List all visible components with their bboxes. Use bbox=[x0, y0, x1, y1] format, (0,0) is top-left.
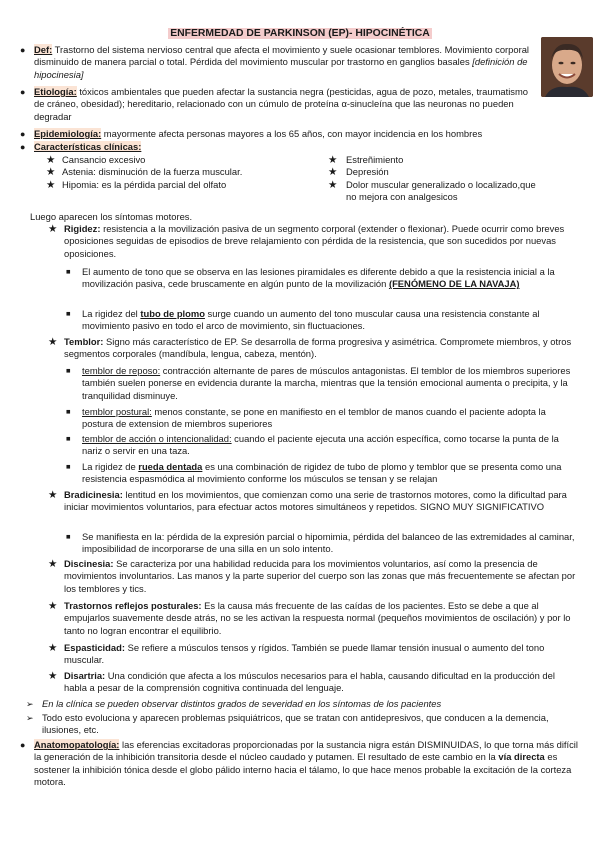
patient-photo bbox=[541, 37, 593, 97]
rigidez-sub1: El aumento de tono que se observa en las lesiones piramidales es diferente debido a que la resistencia inicial a la movilización pasiva, cede bruscamente en algún punto de la movilización (FENÓMENO DE LA NAVAJA) bbox=[82, 266, 555, 290]
disartria-paragraph: Disartria: Una condición que afecta a los músculos necesarios para el habla, causando dificultad en la producción del habla a pesar de la comprensión cognitiva continuada del lenguaje. bbox=[64, 670, 555, 694]
star-icon: ★ bbox=[48, 558, 58, 570]
temblor-sub4: La rigidez de rueda dentada es una combinación de rigidez de tubo de plomo y temblor que se presenta como una resistencia espasmódica al movimiento conforme los músculos se tensan y se relajan bbox=[82, 461, 562, 485]
document-title: ENFERMEDAD DE PARKINSON (EP)- HIPOCINÉTICA bbox=[170, 28, 430, 39]
bullet-icon: ● bbox=[20, 142, 26, 152]
bradicinesia-paragraph: Bradicinesia: lentitud en los movimientos, que comienzan como una serie de trastornos motores, como la dificultad para iniciar movimientos voluntarios, para efectuar actos motores simultáneos y repetidos. SIGNO MUY SIGNIFICATIVO bbox=[64, 489, 567, 513]
star-icon: ★ bbox=[46, 154, 56, 166]
caracteristicas-left-list bbox=[46, 154, 326, 191]
star-icon: ★ bbox=[48, 642, 58, 654]
star-icon: ★ bbox=[48, 336, 58, 348]
square-bullet-icon: ■ bbox=[66, 532, 71, 541]
anatomo-label: Anatomopatología: bbox=[34, 739, 120, 750]
etiologia-paragraph: Etiología: tóxicos ambientales que pueden afectar la sustancia negra (pesticidas, agua de pozo, metales, traumatismo de cráneo, obesidad); hereditario, relacionado con un cúmulo de proteína α-sinucleína que las neuronas no pueden degradar bbox=[34, 86, 529, 122]
list-item: Hipomia: es la pérdida parcial del olfato bbox=[62, 178, 227, 190]
star-icon: ★ bbox=[48, 489, 58, 501]
star-icon: ★ bbox=[46, 166, 56, 179]
square-bullet-icon: ■ bbox=[66, 267, 71, 276]
def-italic: [definición de hipocinesia] bbox=[34, 56, 528, 80]
arrow-note-2: Todo esto evoluciona y aparecen problemas psiquiátricos, que se tratan con antidepresivos, que conducen a la demencia, ilusiones, etc. bbox=[42, 712, 549, 736]
bullet-icon: ● bbox=[20, 129, 26, 139]
arrow-bullet-icon: ➢ bbox=[26, 713, 34, 723]
star-icon: ★ bbox=[48, 600, 58, 612]
bullet-icon: ● bbox=[20, 87, 26, 97]
bradicinesia-sub: Se manifiesta en la: pérdida de la expresión parcial o hipomimia, pérdida del balanceo de las extremidades al caminar, imposibilidad de incorporarse de una silla en un solo intento. bbox=[82, 531, 575, 555]
square-bullet-icon: ■ bbox=[66, 366, 71, 375]
temblor-sub2: temblor postural: menos constante, se pone en manifiesto en el temblor de manos cuando el paciente adopta la postura de extension de miembros superiores bbox=[82, 406, 546, 430]
star-icon: ★ bbox=[46, 178, 56, 191]
square-bullet-icon: ■ bbox=[66, 407, 71, 416]
list-item: Estreñimiento bbox=[346, 154, 404, 165]
def-paragraph: Def: Trastorno del sistema nervioso central que afecta el movimiento y suele ocasionar temblores. Movimiento corporal disminuido de manera parcial o total. Pérdida del movimiento muscular por trastorno en ganglios basales [definición de hipocinesia] bbox=[34, 44, 530, 80]
list-item: Cansancio excesivo bbox=[62, 154, 146, 165]
list-item: Depresión bbox=[346, 166, 389, 178]
etiologia-label: Etiología: bbox=[34, 86, 77, 97]
star-icon: ★ bbox=[328, 178, 338, 191]
temblor-sub1: temblor de reposo: contracción alternante de pares de músculos antagonistas. El temblor de los miembros superiores también suelen ponerse en evidencia durante la marcha, mientras que la tensión emocional aumenta o precipita, y la tranquilidad disminuye. bbox=[82, 365, 571, 401]
rigidez-sub2: La rigidez del tubo de plomo surge cuando un aumento del tono muscular causa una resistencia constante al movimiento pasivo en todo el arco de movimiento, sin fluctuaciones. bbox=[82, 308, 540, 332]
square-bullet-icon: ■ bbox=[66, 462, 71, 471]
star-icon: ★ bbox=[48, 223, 58, 235]
list-item: Dolor muscular generalizado o localizado,que bbox=[346, 178, 536, 190]
rigidez-paragraph: Rigidez: resistencia a la movilización pasiva de un segmento corporal (extender o flexionar). Puede ocurrir como breves oposiciones seguidas de episodios de breve relajamiento con pérdida de la resistencia, que son sucedidos por nuevas oposiciones. bbox=[64, 223, 565, 259]
star-icon: ★ bbox=[48, 670, 58, 682]
epidemiologia-paragraph: Epidemiología: mayormente afecta personas mayores a los 65 años, con mayor incidencia en los hombres bbox=[34, 128, 483, 139]
anatomo-paragraph: Anatomopatología: las eferencias excitadoras proporcionadas por la sustancia nigra están DISMINUIDAS, lo que torna más difícil la generación de la inhibición transitoria desde el núcleo caudado y putamen. El resultado de este cambio en la vía directa es sostener la inhibición tónica desde el globo pálido interno hacia el tálamo, lo que hace menos probable la excitación de la corteza motora. bbox=[34, 739, 578, 788]
arrow-bullet-icon: ➢ bbox=[26, 699, 34, 709]
star-icon: ★ bbox=[328, 154, 338, 166]
arrow-note-1: En la clínica se pueden observar distintos grados de severidad en los síntomas de los pacientes bbox=[42, 698, 442, 709]
square-bullet-icon: ■ bbox=[66, 309, 71, 318]
espasticidad-paragraph: Espasticidad: Se refiere a músculos tensos y rígidos. También se puede llamar tensión inusual o aumento del tono muscular. bbox=[64, 642, 545, 666]
list-item: no mejora con analgesicos bbox=[346, 191, 458, 203]
caracteristicas-label: Características clínicas: bbox=[34, 141, 142, 152]
square-bullet-icon: ■ bbox=[66, 434, 71, 443]
temblor-sub3: temblor de acción o intencionalidad: cuando el paciente ejecuta una acción específica, como tocarse la punta de la nariz o servir en una taza. bbox=[82, 433, 559, 457]
temblor-paragraph: Temblor: Signo más característico de EP. Se desarrolla de forma progresiva y asimétrica. Compromete miembros, y otros segmentos corporales (mandíbula, lengua, cabeza, mentón). bbox=[64, 336, 572, 360]
caracteristicas-right-list bbox=[328, 154, 588, 204]
epidemiologia-label: Epidemiología: bbox=[34, 128, 102, 139]
bullet-icon: ● bbox=[20, 45, 26, 55]
discinesia-paragraph: Discinesia: Se caracteriza por una habilidad reducida para los movimientos voluntarios, así como la presencia de movimientos involuntarios. Las manos y la parte superior del cuerpo son las zonas que más frecuentemente se afectan por los temblores y tics. bbox=[64, 558, 576, 594]
list-item: Astenia: disminución de la fuerza muscular. bbox=[62, 166, 243, 178]
bullet-icon: ● bbox=[20, 740, 26, 750]
star-icon: ★ bbox=[328, 166, 338, 179]
luego-text: Luego aparecen los síntomas motores. bbox=[30, 211, 193, 222]
def-label: Def: bbox=[34, 44, 53, 55]
reflejos-paragraph: Trastornos reflejos posturales: Es la causa más frecuente de las caídas de los pacientes. Esto se debe a que al empujarlos suavemente desde atrás, no se les activan la respuesta normal (pequeños movimientos de oscilación) y por lo tanto no logran encontrar el equilibrio. bbox=[64, 600, 571, 636]
